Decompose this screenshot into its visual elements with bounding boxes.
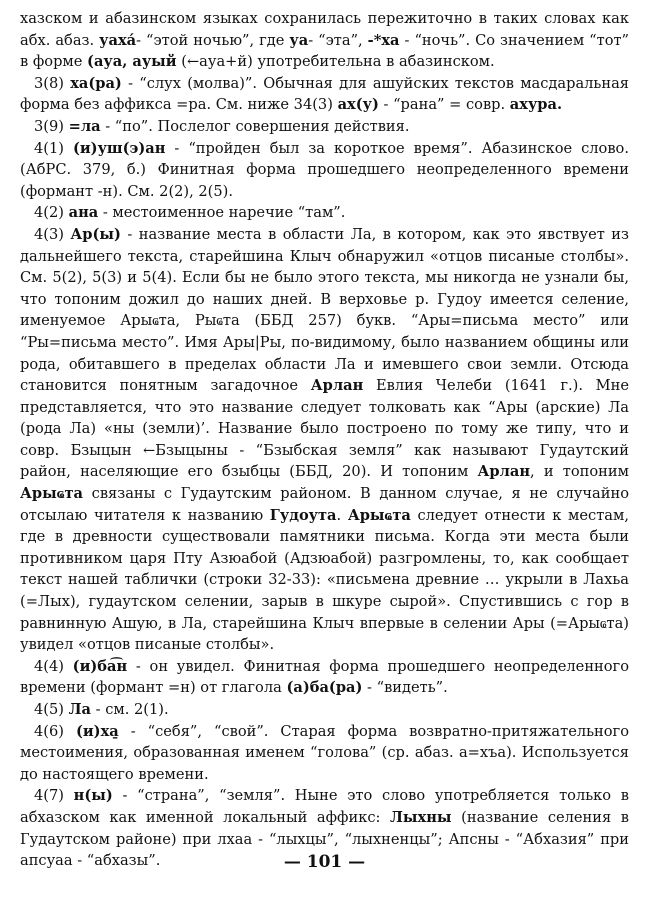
text-run: 4(3) xyxy=(34,225,71,243)
text-run: (←ауа+й) употребительна в абазинском. xyxy=(176,53,495,71)
text-run: - “эта”, xyxy=(308,31,368,49)
text-run: - “страна”, “земля”. Ныне это слово употребляется только в абхазском как именной локальный аффикс: xyxy=(20,787,629,826)
term: ана xyxy=(68,204,99,222)
text-run: 4(7) xyxy=(34,787,74,805)
term: уаха́ xyxy=(99,31,137,49)
text-run: - “рана” = совр. xyxy=(378,96,510,114)
term: ха(ра) xyxy=(70,74,122,92)
text-run: - он увидел. Финитная форма прошедшего неопределенного времени (формант =н) от глагола xyxy=(20,657,629,697)
paragraph xyxy=(20,656,629,699)
text-run: - название места в области Ла, в котором, как это явствует из дальнейшего текста, старейшина Клыч обнаружил «отцов писаные столбы». См. 5(2), 5(3) и 5(4). Если бы не было этого текста, мы никогда не узнали бы, что топоним дожил до наших дней. В верховье р. Гудоу имеется селение, именуемое Арыҩта, Рыҩта (ББД 257) букв. “Ары=письма место” или “Ры=письма место”. Имя Ары|Ры, по-видимому, было названием общины или рода, обитавшего в пределах области Ла и имевшего свои земли. Отсюда становится понятным загадочное xyxy=(20,225,629,395)
page-number: — 101 — xyxy=(283,852,366,872)
text-run: , и топоним xyxy=(530,463,629,481)
term: Ла xyxy=(68,701,91,718)
text-run: 3(9) xyxy=(34,117,69,135)
body-text xyxy=(20,8,629,872)
text-run: - “пройден был за короткое время”. Абазинское слово. (АбРС. 379, б.) Финитная форма прошедшего неопределенного времени (формант -н). См. 2(2), 2(5). xyxy=(20,139,629,200)
term: Ар(ы) xyxy=(70,225,121,243)
term: (и)уш(э)ан xyxy=(72,139,166,157)
text-run: 4(6) xyxy=(34,722,76,740)
term: -*ха xyxy=(367,31,400,49)
term: (и)ба͡н xyxy=(72,657,128,675)
text-run: - см. 2(1). xyxy=(90,701,169,718)
term: (ауа, ауый xyxy=(87,53,177,71)
term: Арыҩта xyxy=(347,506,411,524)
text-run: - “по”. Послелог совершения действия. xyxy=(100,117,410,135)
paragraph xyxy=(20,73,629,116)
text-run: 4(4) xyxy=(34,657,73,675)
term: Арыҩта xyxy=(20,485,84,503)
paragraph xyxy=(20,224,629,656)
paragraph xyxy=(20,202,629,224)
term: уа xyxy=(289,31,309,49)
term: (а)ба(ра) xyxy=(286,679,363,697)
text-run: хазском и абазинском языках сохранилась пережиточно в таких словах как абх. абаз. xyxy=(20,10,629,49)
text-run: 4(2) xyxy=(34,204,69,222)
term: =ла xyxy=(68,117,101,135)
text-run: 4(5) xyxy=(34,701,69,718)
paragraph xyxy=(20,8,629,73)
paragraph xyxy=(20,138,629,203)
paragraph xyxy=(20,721,629,786)
text-run: следует отнести к местам, где в древности существовали памятники письма. Когда эти места были противником царя Пту Азюабой (Адзюабой) разгромлены, то, как сообщает текст нашей таблички (строки 32-33): «письмена древние … укрыли в Лахьа (=Лых), гудаутском селении, зарыв в шкуре сырой». Спустившись с гор в равнинную Ашую, в Ла, старейшина Клыч впервые в селении Ары (=Арыҩта) увидел «отцов писаные столбы». xyxy=(20,506,629,654)
term: (и)ха̱ xyxy=(75,722,119,740)
term: Гудоута xyxy=(269,506,337,524)
text-run: . xyxy=(336,506,348,524)
term: Лыхны xyxy=(390,808,452,826)
text-run: - “себя”, “свой”. Старая форма возвратно-притяжательного местоимения, образованная именем “голова” (ср. абаз. а=хъа). Используется до настоящего времени. xyxy=(20,722,629,783)
term: н(ы) xyxy=(73,787,113,805)
text-run: 4(1) xyxy=(34,139,73,157)
paragraph xyxy=(20,699,629,721)
term: Арлан xyxy=(477,463,531,481)
term: Арлан xyxy=(310,377,364,395)
term: ах(у) xyxy=(337,96,379,114)
term: ахура. xyxy=(509,96,563,114)
text-run: 3(8) xyxy=(34,74,71,92)
text-run: (название селения в Гудаутском районе) при лхаа - “лыхцы”, “лыхненцы”; Апсны - “Абхазия” при апсуаа - “абхазы”. xyxy=(20,808,629,870)
text-run: Евлия Челеби (1641 г.). Мне представляется, что это название следует толковать как “Ары (арские) Ла (рода Ла) «ны (земли)’. Название было построено по тому же типу, что и совр. Бзыцын ←Бзыцыны - “Бзыбская земля” как называют Гудаутский район, населяющие его бзыбцы (ББД, 20). И топоним xyxy=(20,377,629,481)
paragraph xyxy=(20,116,629,138)
text-run: - “ночь”. Со значением “тот” в форме xyxy=(20,31,630,71)
text-run: - местоименное наречие “там”. xyxy=(98,204,346,222)
text-run: - “слух (молва)”. Обычная для ашуйских текстов масдаральная форма без аффикса =ра. См. ниже 34(3) xyxy=(20,74,629,114)
text-run: связаны с Гудаутским районом. В данном случае, я не случайно отсылаю читателя к названию xyxy=(20,485,629,524)
text-run: - “видеть”. xyxy=(362,679,448,697)
text-run: - “этой ночью”, где xyxy=(136,31,290,49)
